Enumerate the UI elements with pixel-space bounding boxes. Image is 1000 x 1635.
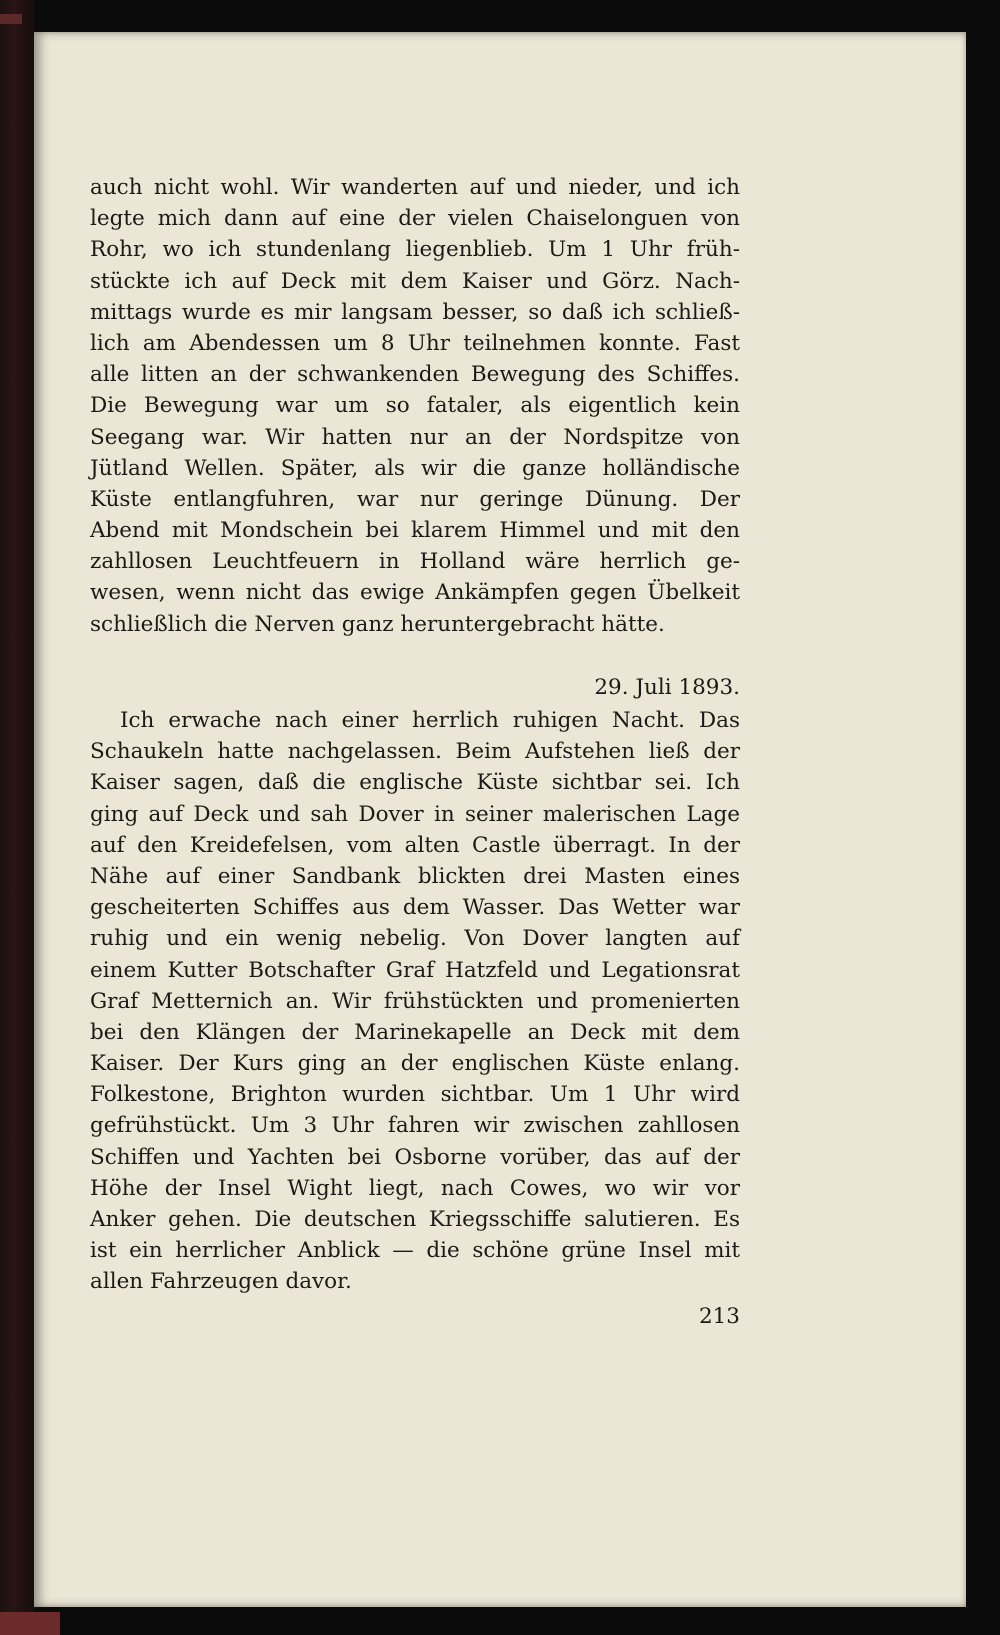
text-line: Rohr, wo ich stundenlang liegenblieb. Um 1 Uhr früh-: [90, 237, 740, 263]
text-block: [90, 172, 740, 1298]
paragraph-2: [90, 705, 740, 1298]
text-line: einem Kutter Botschafter Graf Hatzfeld und Legationsrat: [90, 957, 740, 983]
text-line: legte mich dann auf eine der vielen Chaiselonguen von: [90, 206, 740, 232]
text-line: Abend mit Mondschein bei klarem Himmel und mit den: [90, 518, 740, 544]
text-line: lich am Abendessen um 8 Uhr teilnehmen konnte. Fast: [90, 330, 740, 356]
text-line: mittags wurde es mir langsam besser, so daß ich schließ-: [90, 299, 740, 325]
text-line: Seegang war. Wir hatten nur an der Nordspitze von: [90, 424, 740, 450]
text-line: Nähe auf einer Sandbank blickten drei Masten eines: [90, 863, 740, 889]
text-line: wesen, wenn nicht das ewige Ankämpfen gegen Übelkeit: [90, 580, 740, 606]
text-line: Schiffen und Yachten bei Osborne vorüber, das auf der: [90, 1144, 740, 1170]
page-number: 213: [698, 1304, 740, 1329]
text-line: Kaiser sagen, daß die englische Küste sichtbar sei. Ich: [90, 770, 740, 796]
text-line: auch nicht wohl. Wir wanderten auf und nieder, und ich: [90, 175, 740, 200]
book-spine: [0, 0, 34, 1635]
text-line: Folkestone, Brighton wurden sichtbar. Um 1 Uhr wird: [90, 1082, 740, 1108]
text-line: gefrühstückt. Um 3 Uhr fahren wir zwischen zahllosen: [90, 1113, 740, 1139]
text-line: Höhe der Insel Wight liegt, nach Cowes, wo wir vor: [90, 1175, 740, 1201]
text-line: Anker gehen. Die deutschen Kriegsschiffe salutieren. Es: [90, 1207, 740, 1232]
paragraph-1: [90, 172, 740, 640]
spine-bottom-mark: [0, 1612, 60, 1635]
text-line: alle litten an der schwankenden Bewegung des Schiffes.: [90, 362, 740, 388]
text-line: Graf Metternich an. Wir frühstückten und promenierten: [90, 988, 740, 1014]
text-line: stückte ich auf Deck mit dem Kaiser und Görz. Nach-: [90, 268, 740, 294]
text-line: bei den Klängen der Marinekapelle an Deck mit dem: [90, 1019, 740, 1045]
text-line: Ich erwache nach einer herrlich ruhigen Nacht. Das: [120, 708, 740, 733]
date-heading: 29. Juli 1893.: [594, 674, 740, 700]
text-line: schließlich die Nerven ganz heruntergebracht hätte.: [90, 611, 665, 637]
text-line: gescheiterten Schiffes aus dem Wasser. Das Wetter war: [90, 895, 740, 921]
text-line: Kaiser. Der Kurs ging an der englischen Küste enlang.: [90, 1051, 740, 1077]
spine-top-mark: [0, 14, 22, 24]
text-line: allen Fahrzeugen davor.: [90, 1269, 352, 1295]
page-sheet: [34, 32, 966, 1607]
text-line: Schaukeln hatte nachgelassen. Beim Aufstehen ließ der: [90, 739, 740, 765]
text-line: Die Bewegung war um so fataler, als eigentlich kein: [90, 393, 740, 419]
text-line: Küste entlangfuhren, war nur geringe Dünung. Der: [90, 486, 740, 512]
text-line: Jütland Wellen. Später, als wir die ganze holländische: [90, 455, 740, 481]
text-line: zahllosen Leuchtfeuern in Holland wäre herrlich ge-: [90, 549, 740, 575]
text-line: auf den Kreidefelsen, vom alten Castle überragt. In der: [90, 832, 740, 858]
text-line: ruhig und ein wenig nebelig. Von Dover langten auf: [90, 926, 740, 952]
text-line: ist ein herrlicher Anblick — die schöne grüne Insel mit: [90, 1238, 740, 1264]
text-line: ging auf Deck und sah Dover in seiner malerischen Lage: [90, 801, 740, 827]
